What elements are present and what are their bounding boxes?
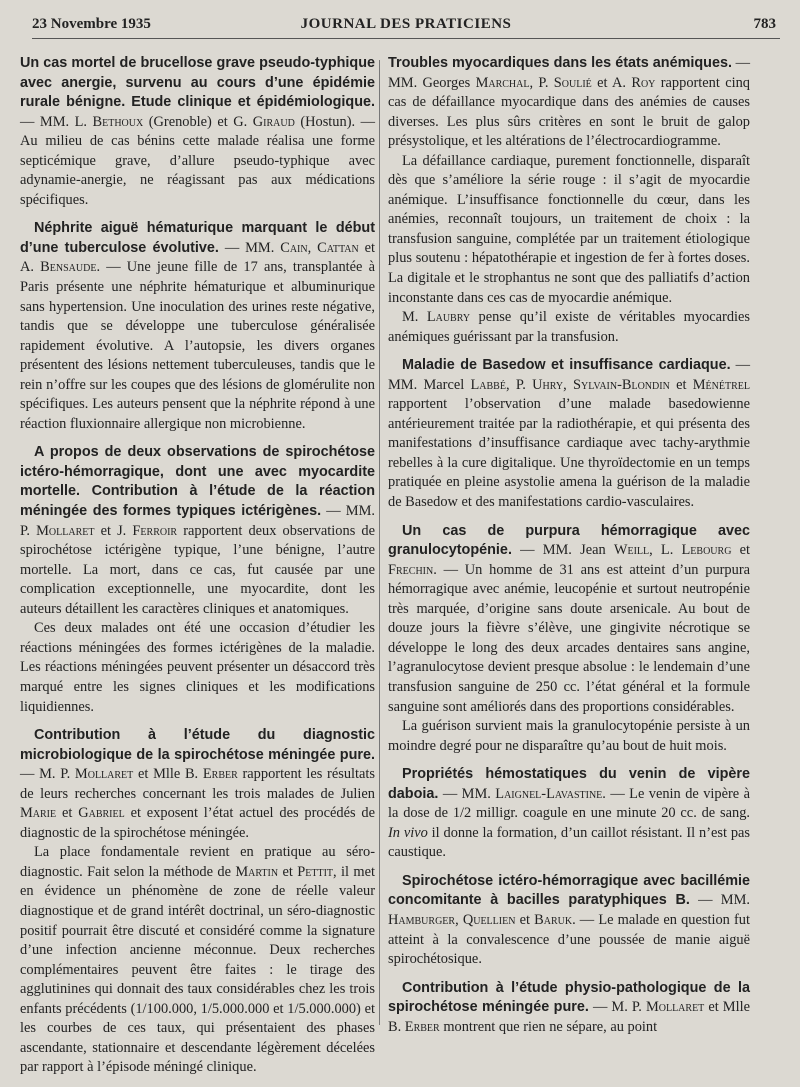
author-name: Ménétrel: [692, 376, 750, 393]
article-title: Maladie de Basedow et insuffisance cardiaque.: [402, 357, 731, 374]
article-body: . — Une jeune fille de 17 ans, transplantée à Paris présente une néphrite hématurique et albuminurique sans hypertension. Une inoculation des urines reste négative, tandis que se développe une tuberculose généralisée rapidement évolutive. A l’autopsie, les divers organes présentent des lésions nettement tuberculeuses, tandis que le rein n’offre sur les coupes que des lésions de glomérulite non spécifiques. Les auteurs pensent que la néphrite répond à une réaction fluxionnaire allergique non microbienne.: [20, 259, 375, 432]
author-name: Weill: [613, 542, 650, 559]
author-name: Marie: [20, 805, 57, 822]
article-venin-vipere: Propriétés hémostatiques du venin de vipère daboia. — MM. Laignel-Lavastine. — Le venin de vipère à la dose de 1/2 milligr. coagule en une minute 20 cc. de sang. In vivo il donne la formation, d’un caillot résistant. Il n’est pas caustique.: [388, 766, 750, 861]
author-name: Uhry: [532, 376, 564, 393]
article-body: (Hostun). — Au milieu de cas bénins cette malade réalisa une forme septicémique grave, d’allure pseudo-typhique avec adynamie-anergie, ne réagissant pas aux médications spécifiques.: [20, 113, 375, 208]
article-troubles-myocardiques: Troubles myocardiques dans les états anémiques. — MM. Georges Marchal, P. Soulié et A. Roy rapportent cinq cas de défaillance myocardique dans des anémies de causes diverses. Les plus sûrs critères en sont le bruit de galop présystolique, et les altérations de l’électrocardiogramme. La défaillance cardiaque, purement fonctionnelle, disparaît dès que s’améliore la série rouge : il s’agit de myocardie anémique. L’insuffisance fonctionnelle du cœur, dans les anémies, reconnaît toujours, un traitement de choix : la transfusion sanguine, complétée par un traitement étiologique plus soutenu : hépatothérapie et ingestion de fer à fortes doses. La digitale et le strophantus ne sont que des palliatifs d’action inconstante dans ces cas de myocardie anémique. M. Laubry pense qu’il existe de véritables myocardies anémiques guérissant par la transfusion.: [388, 54, 750, 347]
article-title: Troubles myocardiques dans les états anémiques.: [388, 55, 732, 71]
article-title: Néphrite aiguë hématurique marquant le début d’une tuberculose évolutive.: [20, 220, 375, 256]
author-name: Baruk: [534, 911, 573, 928]
article-body: rapportent l’observation d’une malade basedowienne antérieurement traitée par la radiothérapie, et qui présenta des manifestations d’insuffisance cardiaque avec tachy-arythmie rebelles à la cure digitalique. Une thyroïdectomie en un temps pratiquée en pleine asystolie amena la guérison de la maladie de Basedow et des manifestations cardio-vasculaires.: [388, 396, 750, 511]
article-brucellose: Un cas mortel de brucellose grave pseudo-typhique avec anergie, survenu au cours d’une épidémie rurale bénigne. Etude clinique et épidémiologique. — MM. L. Bethoux (Grenoble) et G. Giraud (Hostun). — Au milieu de cas bénins cette malade réalisa une forme septicémique grave, d’allure pseudo-typhique avec adynamie-anergie, ne réagissant pas aux médications spécifiques.: [20, 55, 375, 208]
author-name: Cattan: [317, 239, 359, 256]
author-name: Erber: [404, 1018, 440, 1035]
author-name: Mollaret: [74, 766, 134, 783]
article-paragraph: Ces deux malades ont été une occasion d’étudier les réactions méningées des formes ictérigènes de la maladie. Les réactions méningées peuvent présenter un désaccord très marqué entre les signes cliniques et les modifications liquidiennes.: [20, 620, 375, 715]
author-name: Marchal: [475, 74, 530, 91]
author-name: Mollaret: [645, 999, 705, 1016]
article-paragraph: La place fondamentale revient en pratique au séro-diagnostic. Fait selon la méthode de Martin et Pettit, il met en évidence un phénomène de zone de réelle valeur diagnostique et de grand intérêt doctrinal, un séro-diagnostic positif pourrait être discuté et considéré comme la signature d’une infection ancienne méconnue. Deux recherches complémentaires peuvent être faites : le tirage des agglutinines qui donnait des taux considérables chez les trois enfants précédents (1/100.000, 1/5.000.000 et 1/5.000.000) et les courbes de ces taux, qui présentaient des phases ascendante, stationnaire et descendante légèrement décelées par rapport à l’épisode méningé clinique.: [20, 844, 375, 1076]
author-name: Pettit: [297, 863, 334, 880]
journal-title: JOURNAL DES PRATICIENS: [300, 16, 512, 32]
article-title: Un cas mortel de brucellose grave pseudo-typhique avec anergie, survenu au cours d’une épidémie rurale bénigne. Etude clinique et épidémiologique.: [20, 55, 375, 111]
author-name: Soulié: [553, 74, 592, 91]
author-name: Erber: [202, 766, 238, 783]
article-title: Spirochétose ictéro-hémorragique avec bacillémie concomitante à bacilles paratyphiques B.: [388, 872, 750, 909]
article-body: . — Le malade en question fut atteint à la convalescence d’une poussée de manie aiguë spirochétosique.: [388, 911, 750, 968]
author-name: Bensaude: [40, 259, 97, 276]
article-title: Contribution à l’étude physio-pathologique de la spirochétose méningée pure.: [388, 979, 750, 1016]
author-name: Cain: [280, 239, 308, 256]
author-name: Hamburger: [388, 911, 456, 928]
author-name: Laubry: [426, 309, 471, 326]
issue-date: 23 Novembre 1935: [32, 16, 151, 32]
column-divider: [379, 60, 380, 1025]
author-name: Giraud: [252, 113, 295, 130]
author-name: Frechin: [388, 561, 434, 578]
page-header: [32, 16, 780, 39]
article-purpura: Un cas de purpura hémorragique avec granulocytopénie. — MM. Jean Weill, L. Lebourg et Frechin. — Un homme de 31 ans est atteint d’un purpura hémorragique avec anémie, leucopénie et surtout neutropénie très marquée, d’origine sans doute arsenicale. Au bout de douze jours la fièvre s’élève, une gingivite nécrotique se développe le long des deux arcades dentaires sans angine, l’agranulocytose devient presque absolue : le lendemain d’une transfusion sanguine de 250 cc. l’état général et la formule sanguine sont améliorés dans des proportions considérables. La guérison survient mais la granulocytopénie persiste à un moindre degré pour ne disparaître qu’au bout de huit mois.: [388, 522, 750, 757]
author-name: Labbé: [470, 376, 506, 393]
article-spirochetose-myocardite: A propos de deux observations de spirochétose ictéro-hémorragique, dont une avec myocardite mortelle. Contribution à l’étude de la réaction méningée des formes typiques ictérigènes. — MM. P. Mollaret et J. Ferroir rapportent deux observations de spirochétose ictérigène typique, l’une bénigne, l’autre mortelle. La mort, dans ce cas, fut causée par une complication exceptionnelle, une myocardite, dont les auteurs détaillent les caractères cliniques et anatomiques. Ces deux malades ont été une occasion d’étudier les réactions méningées des formes ictérigènes de la maladie. Les réactions méningées peuvent présenter un désaccord très marqué entre les signes cliniques et les modifications liquidiennes.: [20, 443, 375, 717]
author-name: Roy: [631, 74, 656, 91]
author-name: Quellien: [462, 911, 516, 928]
author-name: Gabriel: [78, 805, 125, 822]
author-name: Mollaret: [36, 522, 95, 539]
article-body: et exposent l’état actuel des procédés de diagnostic de la spirochétose méningée.: [20, 805, 375, 841]
left-column: [20, 54, 375, 1087]
author-name: Laignel-Lavastine: [495, 785, 603, 802]
article-diagnostic-microbiologique: Contribution à l’étude du diagnostic microbiologique de la spirochétose méningée pure. — M. P. Mollaret et Mlle B. Erber rapportent les résultats de leurs recherches concernant les trois malades de Julien Marie et Gabriel et exposent l’état actuel des procédés de diagnostic de la spirochétose méningée. La place fondamentale revient en pratique au séro-diagnostic. Fait selon la méthode de Martin et Pettit, il met en évidence un phénomène de zone de réelle valeur diagnostique et de grand intérêt doctrinal, un séro-diagnostic positif pourrait être discuté et considéré comme la signature d’une infection ancienne méconnue. Deux recherches complémentaires peuvent être faites : le tirage des agglutinines qui donnait des taux considérables chez les trois enfants précédents (1/100.000, 1/5.000.000 et 1/5.000.000) et les courbes de ces taux, qui présentaient des phases ascendante, stationnaire et descendante légèrement décelées par rapport à l’épisode méningé clinique.: [20, 726, 375, 1078]
article-body: rapportent cinq cas de défaillance myocardique dans des anémies de causes diverses. Les plus sûrs critères en sont le bruit de galop présystolique, et les altérations de l’électrocardiogramme.: [388, 74, 750, 150]
article-body: rapportent deux observations de spirochétose ictérigène typique, l’une bénigne, l’autre mortelle. La mort, dans ce cas, fut causée par une complication exceptionnelle, une myocardite, dont les auteurs détaillent les caractères cliniques et anatomiques.: [20, 522, 375, 617]
author-name: Lebourg: [681, 542, 732, 559]
article-title: Propriétés hémostatiques du venin de vipère daboia.: [388, 766, 750, 802]
author-name: Ferroir: [132, 522, 178, 539]
author-name: Sylvain-Blondin: [572, 376, 670, 393]
article-title: A propos de deux observations de spirochétose ictéro-hémorragique, dont une avec myocardite mortelle. Contribution à l’étude de la réaction méningée des formes typiques ictérigènes.: [20, 444, 375, 520]
article-body: . — Un homme de 31 ans est atteint d’un purpura hémorragique avec anémie, leucopénie et surtout neutropénie très marquée, d’origine sans doute arsenicale. Au bout de douze jours la fièvre s’élève, une gingivite nécrotique se développe le long des deux arcades dentaires sans angine, l’agranulocytose devient presque absolue : le lendemain d’une transfusion sanguine de 250 cc. l’état général et la formule sanguine sont améliorés dans des proportions considérables.: [388, 561, 750, 715]
article-paragraph: La guérison survient mais la granulocytopénie persiste à un moindre degré pour ne disparaître qu’au bout de huit mois.: [388, 718, 750, 754]
right-column: [388, 54, 750, 1046]
article-paragraph: M. Laubry pense qu’il existe de véritables myocardies anémiques guérissant par la transfusion.: [388, 309, 750, 345]
page-number: 783: [753, 16, 776, 32]
article-physio-pathologique: Contribution à l’étude physio-pathologique de la spirochétose méningée pure. — M. P. Mollaret et Mlle B. Erber montrent que rien ne sépare, au point: [388, 979, 750, 1035]
author-name: Bethoux: [92, 113, 144, 130]
article-body: montrent que rien ne sépare, au point: [439, 1018, 658, 1035]
author-name: Martin: [235, 863, 279, 880]
article-nephrite: Néphrite aiguë hématurique marquant le début d’une tuberculose évolutive. — MM. Cain, Cattan et A. Bensaude. — Une jeune fille de 17 ans, transplantée à Paris présente une néphrite hématurique et albuminurique sans hypertension. Une inoculation des urines reste négative, tandis que se développe une tuberculose généralisée rapidement évolutive. A l’autopsie, les divers organes présentent des lésions nettement tuberculeuses, tandis que le rein n’offre sur les coupes que des lésions de glomérulite non spécifiques. Les auteurs pensent que la néphrite répond à une réaction fluxionnaire allergique non microbienne.: [20, 220, 375, 432]
article-paragraph: La défaillance cardiaque, purement fonctionnelle, disparaît dès que s’améliore la série rouge : il s’agit de myocardie anémique. L’insuffisance fonctionnelle du cœur, dans les anémies, reconnaît toujours, un traitement de choix : la transfusion sanguine, complétée par un traitement étiologique plus soutenu : hépatothérapie et ingestion de fer à fortes doses. La digitale et le strophantus ne sont que des palliatifs d’action inconstante dans ces cas de myocardie anémique.: [388, 152, 750, 306]
article-title: Contribution à l’étude du diagnostic microbiologique de la spirochétose méningée pure.: [20, 727, 375, 763]
article-title: Un cas de purpura hémorragique avec granulocytopénie.: [388, 522, 750, 559]
article-basedow: Maladie de Basedow et insuffisance cardiaque. — MM. Marcel Labbé, P. Uhry, Sylvain-Blondin et Ménétrel rapportent l’observation d’une malade basedowienne antérieurement traitée par la radiothérapie, et qui présenta des manifestations d’insuffisance cardiaque avec tachy-arythmie rebelles à la cure digitalique. Une thyroïdectomie en un temps pratiquée en pleine asystolie amena la guérison de la maladie de Basedow et des manifestations cardio-vasculaires.: [388, 357, 750, 511]
article-bacillemie: Spirochétose ictéro-hémorragique avec bacillémie concomitante à bacilles paratyphiques B. — MM. Hamburger, Quellien et Baruk. — Le malade en question fut atteint à la convalescence d’une poussée de manie aiguë spirochétosique.: [388, 872, 750, 968]
